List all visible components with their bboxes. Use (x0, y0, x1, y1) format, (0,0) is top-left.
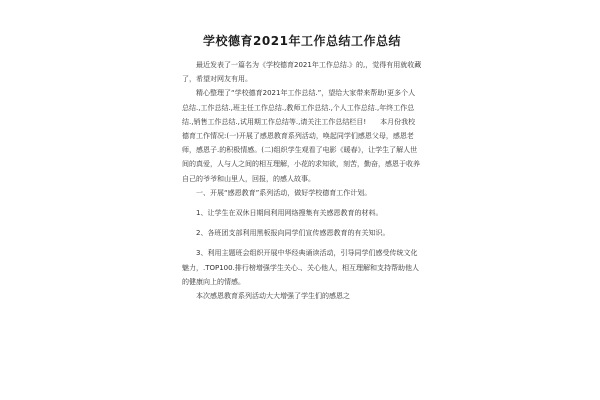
paragraph-item-1: 1、让学生在双休日期间利用网络搜集有关感恩教育的材料。 (196, 209, 383, 218)
paragraph-summary: 精心整理了“学校德育2021年工作总结.”，望给大家带来帮助!更多个人总结.,工作总结.,班主任工作总结.,教师工作总结.,个人工作总结.,年终工作总结.,销售工作总结.,试用期工作总结等.,请关注工作总结栏目! 本月份我校德育工作情况:(一)开展了感恩教育系列活动，唤起同学们感恩父母，感恩老师，感恩子.的积极情感。(二)组织学生观看了电影《暖春》，让学生了解人世间的真爱，人与人之间的相互理解，小花的求知欲，刻苦，勤奋，感恩于收养自己的爷爷和山里人，回报，的感人故事。 (182, 89, 420, 183)
paragraph-item-3: 3、利用主题班会组织开展中华经典诵读活动，引导同学们感受传统文化魅力，.TOP100.排行榜增强学生关心.、关心他人，相互理解和支持帮助他人的健康向上的情感。 (182, 249, 420, 286)
paragraph-intro: 最近发表了一篇名为《学校德育2021年工作总结.》的,，觉得有用就收藏了，希望对网友有用。 (182, 61, 422, 84)
paragraph-section-heading: 一、开展“感恩教育”系列活动，做好学校德育工作计划。 (196, 188, 372, 197)
document-page (182, 34, 422, 400)
paragraph-item-2: 2、各班团支部利用黑板报向同学们宣传感恩教育的有关知识。 (196, 229, 390, 238)
document-title: 学校德育2021年工作总结工作总结 (203, 34, 401, 48)
paragraph-conclusion: 本次感恩教育系列活动大大增强了学生们的感恩之 (196, 292, 350, 301)
document-body (182, 58, 422, 303)
